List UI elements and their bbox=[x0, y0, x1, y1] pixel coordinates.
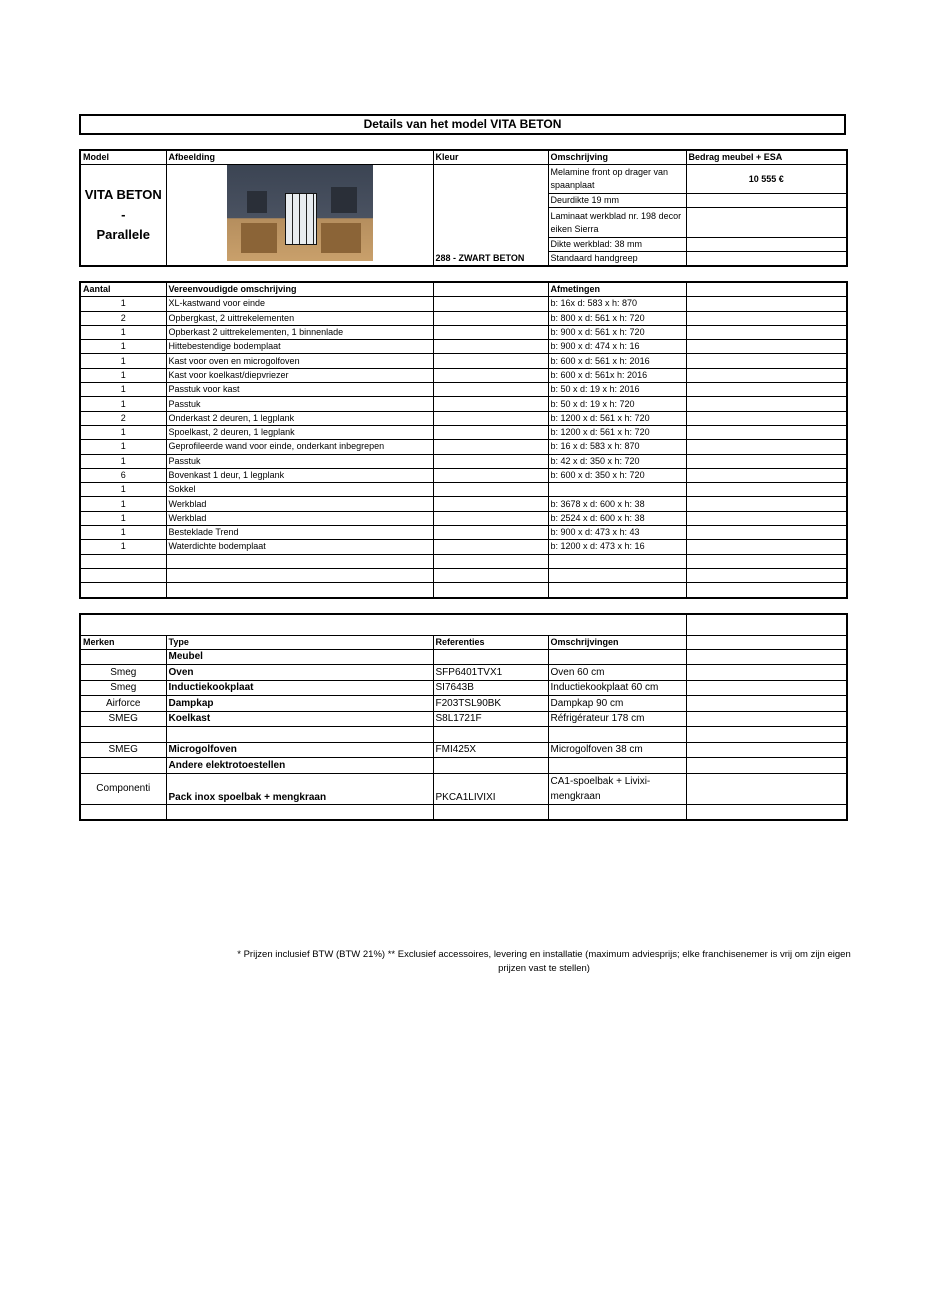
document-page bbox=[79, 114, 851, 974]
appliance-desc bbox=[548, 727, 686, 743]
appliance-extra bbox=[686, 727, 847, 743]
appliance-desc: Oven 60 cm bbox=[548, 665, 686, 681]
page-title: Details van het model VITA BETON bbox=[79, 114, 846, 135]
model-name-line3: Parallele bbox=[96, 227, 150, 242]
appliance-row bbox=[80, 742, 847, 758]
item-dimensions: b: 600 x d: 561 x h: 2016 bbox=[548, 354, 686, 368]
empty-row bbox=[80, 804, 847, 820]
item-qty bbox=[80, 568, 166, 582]
item-qty: 1 bbox=[80, 425, 166, 439]
appliance-extra bbox=[686, 680, 847, 696]
item-qty: 1 bbox=[80, 440, 166, 454]
omschrijving-line: Melamine front op drager van spaanplaat bbox=[548, 165, 686, 194]
item-row bbox=[80, 383, 847, 397]
item-extra bbox=[433, 340, 548, 354]
item-qty: 1 bbox=[80, 354, 166, 368]
item-extra bbox=[686, 540, 847, 554]
appliance-ref: S8L1721F bbox=[433, 711, 548, 727]
appliance-row bbox=[80, 711, 847, 727]
item-row bbox=[80, 483, 847, 497]
price-empty bbox=[686, 251, 847, 266]
item-row bbox=[80, 468, 847, 482]
appliance-brand: Smeg bbox=[80, 680, 166, 696]
item-row bbox=[80, 554, 847, 568]
footer-line1: * Prijzen inclusief BTW (BTW 21%) ** Exclusief accessoires, levering en installatie (maximum adviesprijs; elke franchisenemer is vrij om zijn eigen bbox=[237, 949, 851, 960]
model-table bbox=[79, 149, 848, 267]
component-type: Pack inox spoelbak + mengkraan bbox=[166, 773, 433, 804]
item-extra bbox=[433, 583, 548, 598]
item-extra bbox=[686, 340, 847, 354]
item-dimensions: b: 16x d: 583 x h: 870 bbox=[548, 297, 686, 311]
item-row bbox=[80, 568, 847, 582]
item-dimensions: b: 50 x d: 19 x h: 2016 bbox=[548, 383, 686, 397]
item-extra bbox=[433, 468, 548, 482]
item-extra bbox=[433, 411, 548, 425]
item-desc: Hittebestendige bodemplaat bbox=[166, 340, 433, 354]
header-empty bbox=[433, 282, 548, 297]
item-extra bbox=[433, 440, 548, 454]
appliances-top-cell bbox=[80, 614, 686, 636]
item-extra bbox=[433, 483, 548, 497]
appliance-ref: FMI425X bbox=[433, 742, 548, 758]
item-desc: Sokkel bbox=[166, 483, 433, 497]
other-appliances-desc bbox=[548, 758, 686, 774]
item-extra bbox=[686, 554, 847, 568]
items-table bbox=[79, 281, 848, 599]
item-row bbox=[80, 440, 847, 454]
footer-note bbox=[199, 948, 889, 976]
appliance-desc: Dampkap 90 cm bbox=[548, 696, 686, 712]
item-qty: 1 bbox=[80, 368, 166, 382]
item-dimensions: b: 1200 x d: 473 x h: 16 bbox=[548, 540, 686, 554]
empty-type bbox=[166, 804, 433, 820]
item-desc: XL-kastwand voor einde bbox=[166, 297, 433, 311]
item-extra bbox=[686, 325, 847, 339]
item-row bbox=[80, 397, 847, 411]
item-qty: 1 bbox=[80, 340, 166, 354]
item-desc: Passtuk voor kast bbox=[166, 383, 433, 397]
item-dimensions: b: 2524 x d: 600 x h: 38 bbox=[548, 511, 686, 525]
item-desc: Besteklade Trend bbox=[166, 526, 433, 540]
component-desc: CA1-spoelbak + Livixi-mengkraan bbox=[548, 773, 686, 804]
item-extra bbox=[686, 368, 847, 382]
item-extra bbox=[433, 497, 548, 511]
item-extra bbox=[686, 311, 847, 325]
item-qty: 1 bbox=[80, 297, 166, 311]
item-desc bbox=[166, 554, 433, 568]
item-desc bbox=[166, 583, 433, 598]
item-row bbox=[80, 340, 847, 354]
other-appliances-brand bbox=[80, 758, 166, 774]
meubel-extra bbox=[686, 649, 847, 665]
appliance-row bbox=[80, 727, 847, 743]
item-qty: 1 bbox=[80, 454, 166, 468]
item-extra bbox=[686, 497, 847, 511]
item-dimensions bbox=[548, 483, 686, 497]
item-qty: 2 bbox=[80, 411, 166, 425]
item-desc: Kast voor oven en microgolfoven bbox=[166, 354, 433, 368]
item-desc: Passtuk bbox=[166, 397, 433, 411]
appliance-extra bbox=[686, 696, 847, 712]
item-dimensions: b: 900 x d: 561 x h: 720 bbox=[548, 325, 686, 339]
item-qty: 1 bbox=[80, 483, 166, 497]
empty-brand bbox=[80, 804, 166, 820]
item-extra bbox=[433, 454, 548, 468]
appliance-desc: Microgolfoven 38 cm bbox=[548, 742, 686, 758]
item-extra bbox=[686, 440, 847, 454]
appliance-desc: Réfrigérateur 178 cm bbox=[548, 711, 686, 727]
other-appliances-type: Andere elektrotoestellen bbox=[166, 758, 433, 774]
item-extra bbox=[686, 411, 847, 425]
appliance-ref: SFP6401TVX1 bbox=[433, 665, 548, 681]
meubel-ref bbox=[433, 649, 548, 665]
item-desc bbox=[166, 568, 433, 582]
header-empty bbox=[686, 282, 847, 297]
appliance-extra bbox=[686, 711, 847, 727]
item-extra bbox=[686, 483, 847, 497]
item-row bbox=[80, 526, 847, 540]
header-omschrijving: Vereenvoudigde omschrijving bbox=[166, 282, 433, 297]
item-row bbox=[80, 354, 847, 368]
kleur-value: 288 - ZWART BETON bbox=[433, 165, 548, 267]
item-desc: Werkblad bbox=[166, 511, 433, 525]
omschrijving-line: Standaard handgreep bbox=[548, 251, 686, 266]
item-dimensions: b: 900 x d: 473 x h: 43 bbox=[548, 526, 686, 540]
item-extra bbox=[686, 354, 847, 368]
header-omschrijvingen: Omschrijvingen bbox=[548, 635, 686, 649]
header-referenties: Referenties bbox=[433, 635, 548, 649]
header-model: Model bbox=[80, 150, 166, 165]
item-row bbox=[80, 325, 847, 339]
item-qty: 1 bbox=[80, 497, 166, 511]
price-empty bbox=[686, 194, 847, 208]
meubel-brand bbox=[80, 649, 166, 665]
item-extra bbox=[686, 383, 847, 397]
item-extra bbox=[433, 297, 548, 311]
appliance-ref: F203TSL90BK bbox=[433, 696, 548, 712]
item-extra bbox=[433, 511, 548, 525]
item-qty: 1 bbox=[80, 511, 166, 525]
item-dimensions: b: 16 x d: 583 x h: 870 bbox=[548, 440, 686, 454]
item-row bbox=[80, 297, 847, 311]
item-qty: 1 bbox=[80, 540, 166, 554]
item-desc: Werkblad bbox=[166, 497, 433, 511]
item-dimensions: b: 1200 x d: 561 x h: 720 bbox=[548, 425, 686, 439]
other-appliances-extra bbox=[686, 758, 847, 774]
item-dimensions: b: 900 x d: 474 x h: 16 bbox=[548, 340, 686, 354]
item-row bbox=[80, 425, 847, 439]
item-dimensions: b: 800 x d: 561 x h: 720 bbox=[548, 311, 686, 325]
header-merken: Merken bbox=[80, 635, 166, 649]
item-extra bbox=[686, 397, 847, 411]
appliance-extra bbox=[686, 665, 847, 681]
appliance-type: Inductiekookplaat bbox=[166, 680, 433, 696]
appliance-brand bbox=[80, 727, 166, 743]
item-extra bbox=[433, 526, 548, 540]
appliance-brand: Smeg bbox=[80, 665, 166, 681]
item-extra bbox=[433, 383, 548, 397]
appliance-type: Dampkap bbox=[166, 696, 433, 712]
item-desc: Spoelkast, 2 deuren, 1 legplank bbox=[166, 425, 433, 439]
item-dimensions bbox=[548, 554, 686, 568]
item-dimensions bbox=[548, 568, 686, 582]
appliance-type: Oven bbox=[166, 665, 433, 681]
appliance-brand: SMEG bbox=[80, 742, 166, 758]
item-row bbox=[80, 497, 847, 511]
meubel-label: Meubel bbox=[166, 649, 433, 665]
item-qty: 1 bbox=[80, 383, 166, 397]
item-qty: 6 bbox=[80, 468, 166, 482]
item-extra bbox=[433, 354, 548, 368]
appliance-row bbox=[80, 696, 847, 712]
item-desc: Kast voor koelkast/diepvriezer bbox=[166, 368, 433, 382]
omschrijving-line: Deurdikte 19 mm bbox=[548, 194, 686, 208]
item-extra bbox=[433, 425, 548, 439]
item-desc: Passtuk bbox=[166, 454, 433, 468]
model-name-line1: VITA BETON bbox=[84, 187, 162, 202]
item-extra bbox=[686, 454, 847, 468]
price-empty bbox=[686, 237, 847, 251]
item-extra bbox=[433, 311, 548, 325]
price-empty bbox=[686, 208, 847, 237]
appliance-extra bbox=[686, 742, 847, 758]
item-row bbox=[80, 511, 847, 525]
item-row bbox=[80, 368, 847, 382]
item-qty: 1 bbox=[80, 397, 166, 411]
item-desc: Bovenkast 1 deur, 1 legplank bbox=[166, 468, 433, 482]
item-qty: 2 bbox=[80, 311, 166, 325]
appliance-brand: Airforce bbox=[80, 696, 166, 712]
item-qty bbox=[80, 554, 166, 568]
item-extra bbox=[686, 583, 847, 598]
item-extra bbox=[686, 425, 847, 439]
appliance-row bbox=[80, 680, 847, 696]
item-row bbox=[80, 411, 847, 425]
item-extra bbox=[686, 568, 847, 582]
kitchen-image bbox=[227, 165, 373, 261]
appliance-row bbox=[80, 665, 847, 681]
item-qty bbox=[80, 583, 166, 598]
appliance-ref bbox=[433, 727, 548, 743]
item-dimensions: b: 1200 x d: 561 x h: 720 bbox=[548, 411, 686, 425]
item-desc: Opbergkast, 2 uittrekelementen bbox=[166, 311, 433, 325]
item-dimensions: b: 42 x d: 350 x h: 720 bbox=[548, 454, 686, 468]
item-extra bbox=[433, 540, 548, 554]
component-ref: PKCA1LIVIXI bbox=[433, 773, 548, 804]
item-dimensions: b: 3678 x d: 600 x h: 38 bbox=[548, 497, 686, 511]
appliance-type: Koelkast bbox=[166, 711, 433, 727]
appliance-type: Microgolfoven bbox=[166, 742, 433, 758]
item-dimensions: b: 50 x d: 19 x h: 720 bbox=[548, 397, 686, 411]
item-qty: 1 bbox=[80, 325, 166, 339]
item-extra bbox=[433, 325, 548, 339]
appliances-top-right bbox=[686, 614, 847, 636]
header-type: Type bbox=[166, 635, 433, 649]
item-dimensions: b: 600 x d: 350 x h: 720 bbox=[548, 468, 686, 482]
appliances-table bbox=[79, 613, 848, 822]
meubel-desc bbox=[548, 649, 686, 665]
item-dimensions: b: 600 x d: 561x h: 2016 bbox=[548, 368, 686, 382]
item-qty: 1 bbox=[80, 526, 166, 540]
other-appliances-row bbox=[80, 758, 847, 774]
item-extra bbox=[686, 297, 847, 311]
empty-desc bbox=[548, 804, 686, 820]
header-kleur: Kleur bbox=[433, 150, 548, 165]
item-extra bbox=[433, 554, 548, 568]
item-row bbox=[80, 454, 847, 468]
item-extra bbox=[433, 368, 548, 382]
header-aantal: Aantal bbox=[80, 282, 166, 297]
component-brand: Componenti bbox=[80, 773, 166, 804]
item-desc: Onderkast 2 deuren, 1 legplank bbox=[166, 411, 433, 425]
item-extra bbox=[433, 397, 548, 411]
header-afbeelding: Afbeelding bbox=[166, 150, 433, 165]
item-extra bbox=[686, 526, 847, 540]
other-appliances-ref bbox=[433, 758, 548, 774]
item-dimensions bbox=[548, 583, 686, 598]
appliance-type bbox=[166, 727, 433, 743]
empty-ref bbox=[433, 804, 548, 820]
header-omschrijving: Omschrijving bbox=[548, 150, 686, 165]
empty-extra bbox=[686, 804, 847, 820]
item-row bbox=[80, 540, 847, 554]
header-afmetingen: Afmetingen bbox=[548, 282, 686, 297]
header-empty bbox=[686, 635, 847, 649]
footer-line2: prijzen vast te stellen) bbox=[498, 963, 590, 974]
omschrijving-line: Dikte werkblad: 38 mm bbox=[548, 237, 686, 251]
price-value: 10 555 € bbox=[686, 165, 847, 194]
appliance-desc: Inductiekookplaat 60 cm bbox=[548, 680, 686, 696]
omschrijving-line: Laminaat werkblad nr. 198 decor eiken Sierra bbox=[548, 208, 686, 237]
item-extra bbox=[686, 468, 847, 482]
appliance-ref: SI7643B bbox=[433, 680, 548, 696]
appliance-brand: SMEG bbox=[80, 711, 166, 727]
item-extra bbox=[686, 511, 847, 525]
header-bedrag: Bedrag meubel + ESA bbox=[686, 150, 847, 165]
item-desc: Geprofileerde wand voor einde, onderkant inbegrepen bbox=[166, 440, 433, 454]
model-name-line2: - bbox=[121, 207, 126, 222]
item-desc: Opberkast 2 uittrekelementen, 1 binnenlade bbox=[166, 325, 433, 339]
component-row bbox=[80, 773, 847, 804]
model-name bbox=[80, 165, 166, 267]
kitchen-image-cell bbox=[166, 165, 433, 267]
item-row bbox=[80, 583, 847, 598]
item-extra bbox=[433, 568, 548, 582]
item-row bbox=[80, 311, 847, 325]
component-extra bbox=[686, 773, 847, 804]
item-desc: Waterdichte bodemplaat bbox=[166, 540, 433, 554]
